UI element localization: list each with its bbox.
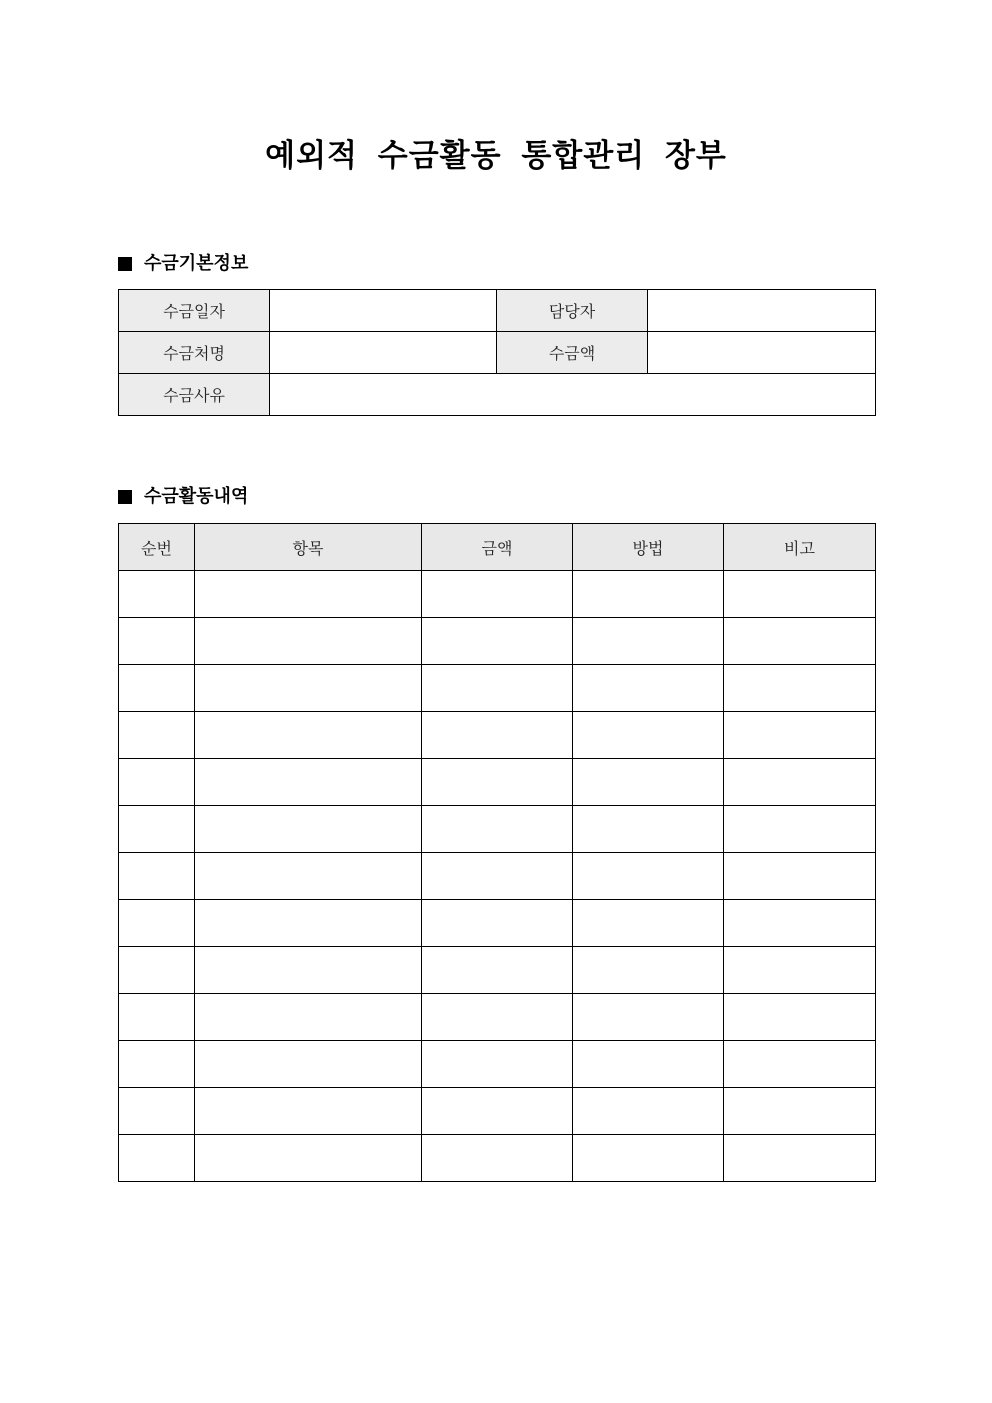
section-header-activity: [118, 485, 248, 509]
column-header-seq: 순번: [119, 524, 195, 571]
method-cell[interactable]: [573, 571, 724, 618]
item-cell[interactable]: [195, 618, 422, 665]
method-cell[interactable]: [573, 806, 724, 853]
table-row: [119, 994, 876, 1041]
table-row: [119, 618, 876, 665]
amount-cell[interactable]: [422, 571, 573, 618]
amount-cell[interactable]: [422, 759, 573, 806]
amount-cell[interactable]: [422, 1135, 573, 1182]
remarks-cell[interactable]: [724, 1041, 876, 1088]
seq-cell[interactable]: [119, 571, 195, 618]
column-header-item: 항목: [195, 524, 422, 571]
manager-label: 담당자: [497, 290, 648, 332]
section-header-basic-info: [118, 252, 248, 276]
section-title: 수금활동내역: [144, 486, 249, 507]
column-header-remarks: 비고: [724, 524, 876, 571]
remarks-cell[interactable]: [724, 665, 876, 712]
remarks-cell[interactable]: [724, 1088, 876, 1135]
collection-date-label: 수금일자: [119, 290, 270, 332]
method-cell[interactable]: [573, 665, 724, 712]
method-cell[interactable]: [573, 900, 724, 947]
seq-cell[interactable]: [119, 665, 195, 712]
table-row: [119, 571, 876, 618]
item-cell[interactable]: [195, 665, 422, 712]
payer-name-label: 수금처명: [119, 332, 270, 374]
amount-cell[interactable]: [422, 665, 573, 712]
info-row: [119, 290, 876, 332]
remarks-cell[interactable]: [724, 900, 876, 947]
collection-date-field[interactable]: [270, 290, 497, 332]
amount-cell[interactable]: [422, 947, 573, 994]
remarks-cell[interactable]: [724, 618, 876, 665]
seq-cell[interactable]: [119, 1041, 195, 1088]
document-title: 예외적 수금활동 통합관리 장부: [265, 138, 727, 174]
item-cell[interactable]: [195, 806, 422, 853]
section-title: 수금기본정보: [144, 253, 249, 274]
seq-cell[interactable]: [119, 712, 195, 759]
amount-cell[interactable]: [422, 1041, 573, 1088]
item-cell[interactable]: [195, 947, 422, 994]
remarks-cell[interactable]: [724, 1135, 876, 1182]
payer-name-field[interactable]: [270, 332, 497, 374]
amount-field[interactable]: [648, 332, 876, 374]
remarks-cell[interactable]: [724, 806, 876, 853]
remarks-cell[interactable]: [724, 853, 876, 900]
table-row: [119, 1135, 876, 1182]
method-cell[interactable]: [573, 1135, 724, 1182]
method-cell[interactable]: [573, 853, 724, 900]
seq-cell[interactable]: [119, 759, 195, 806]
table-row: [119, 1088, 876, 1135]
black-square-icon: [118, 257, 132, 271]
amount-label: 수금액: [497, 332, 648, 374]
table-row: [119, 853, 876, 900]
basic-info-table: [118, 289, 876, 416]
table-row: [119, 806, 876, 853]
item-cell[interactable]: [195, 759, 422, 806]
seq-cell[interactable]: [119, 1135, 195, 1182]
seq-cell[interactable]: [119, 947, 195, 994]
seq-cell[interactable]: [119, 994, 195, 1041]
info-row: [119, 374, 876, 416]
item-cell[interactable]: [195, 571, 422, 618]
seq-cell[interactable]: [119, 900, 195, 947]
column-header-method: 방법: [573, 524, 724, 571]
item-cell[interactable]: [195, 853, 422, 900]
item-cell[interactable]: [195, 1135, 422, 1182]
amount-cell[interactable]: [422, 1088, 573, 1135]
table-row: [119, 947, 876, 994]
seq-cell[interactable]: [119, 806, 195, 853]
amount-cell[interactable]: [422, 806, 573, 853]
amount-cell[interactable]: [422, 712, 573, 759]
method-cell[interactable]: [573, 712, 724, 759]
manager-field[interactable]: [648, 290, 876, 332]
amount-cell[interactable]: [422, 900, 573, 947]
table-row: [119, 1041, 876, 1088]
remarks-cell[interactable]: [724, 947, 876, 994]
column-header-amount: 금액: [422, 524, 573, 571]
remarks-cell[interactable]: [724, 571, 876, 618]
item-cell[interactable]: [195, 900, 422, 947]
table-row: [119, 712, 876, 759]
seq-cell[interactable]: [119, 1088, 195, 1135]
remarks-cell[interactable]: [724, 759, 876, 806]
amount-cell[interactable]: [422, 853, 573, 900]
amount-cell[interactable]: [422, 618, 573, 665]
item-cell[interactable]: [195, 1041, 422, 1088]
item-cell[interactable]: [195, 1088, 422, 1135]
black-square-icon: [118, 490, 132, 504]
info-row: [119, 332, 876, 374]
remarks-cell[interactable]: [724, 712, 876, 759]
reason-field[interactable]: [270, 374, 876, 416]
activity-table: [118, 523, 876, 1182]
table-header-row: [119, 524, 876, 571]
amount-cell[interactable]: [422, 994, 573, 1041]
method-cell[interactable]: [573, 1041, 724, 1088]
table-row: [119, 900, 876, 947]
table-row: [119, 665, 876, 712]
seq-cell[interactable]: [119, 618, 195, 665]
item-cell[interactable]: [195, 712, 422, 759]
method-cell[interactable]: [573, 994, 724, 1041]
item-cell[interactable]: [195, 994, 422, 1041]
method-cell[interactable]: [573, 1088, 724, 1135]
method-cell[interactable]: [573, 947, 724, 994]
method-cell[interactable]: [573, 618, 724, 665]
table-row: [119, 759, 876, 806]
seq-cell[interactable]: [119, 853, 195, 900]
reason-label: 수금사유: [119, 374, 270, 416]
method-cell[interactable]: [573, 759, 724, 806]
remarks-cell[interactable]: [724, 994, 876, 1041]
